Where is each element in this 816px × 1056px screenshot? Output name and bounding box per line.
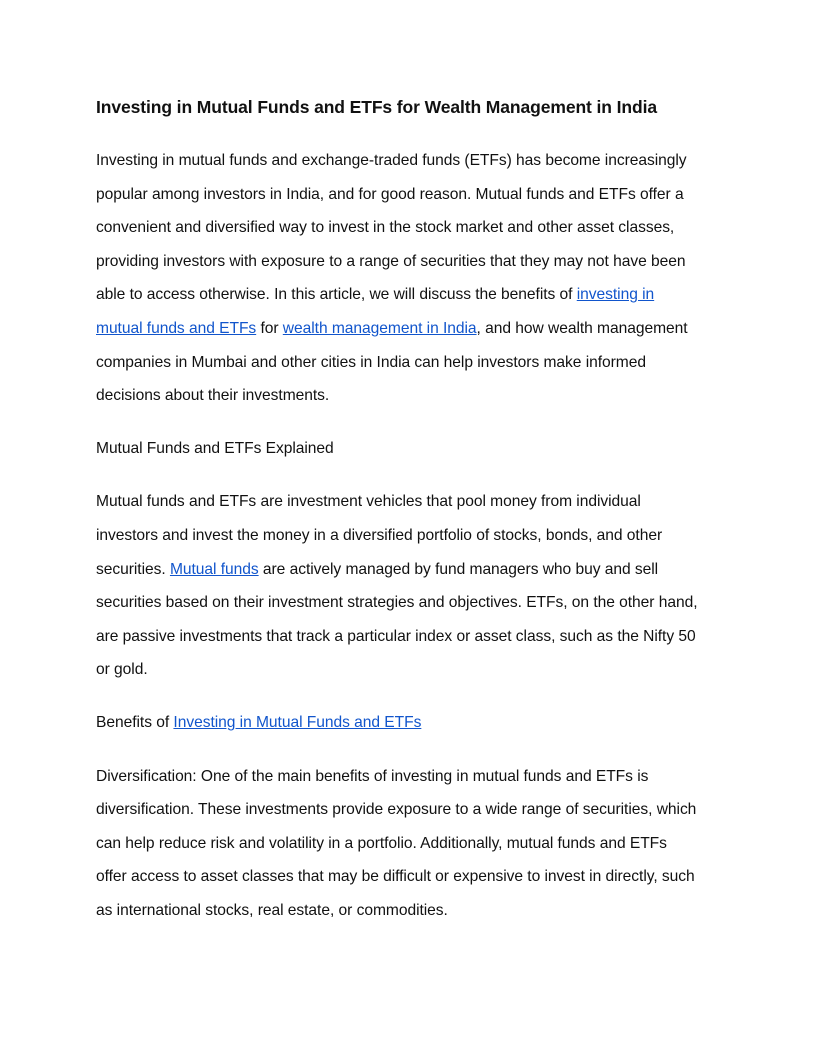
section1-line-3 [96,553,724,587]
section2-line-3: can help reduce risk and volatility in a portfolio. Additionally, mutual funds and ETFs [96,834,667,852]
link-investing-in-mutual-funds-part1[interactable]: investing in [576,286,655,304]
link-wealth-management-in-india[interactable]: wealth management in India [282,319,477,337]
section1-line-5: are passive investments that track a particular index or asset class, such as the Nifty 50 [96,627,696,645]
intro-line-1: Investing in mutual funds and exchange-traded funds (ETFs) has become increasingly [96,152,687,169]
section1-heading: Mutual Funds and ETFs Explained [96,440,334,458]
section1-paragraph [96,485,724,687]
section1-line-4: securities based on their investment strategies and objectives. ETFs, on the other hand, [96,594,698,612]
intro-line-4: providing investors with exposure to a range of securities that they may not have been [96,252,686,270]
document-title: Investing in Mutual Funds and ETFs for Wealth Management in India [96,97,657,117]
section1-line-3-start: securities. [96,560,170,578]
intro-line-3: convenient and diversified way to invest in the stock market and other asset classes, [96,219,675,237]
intro-line-5 [96,278,724,312]
section2-line-1: Diversification: One of the main benefits of investing in mutual funds and ETFs is [96,767,649,785]
link-mutual-funds[interactable]: Mutual funds [169,560,259,578]
intro-line-7: companies in Mumbai and other cities in India can help investors make informed [96,353,646,371]
section2-line-5: as international stocks, real estate, or commodities. [96,901,448,919]
intro-line-6 [96,312,724,346]
intro-line-6-end: , and how wealth management [476,319,688,337]
section2-heading [96,706,724,740]
link-investing-in-mutual-funds-and-etfs[interactable]: Investing in Mutual Funds and ETFs [173,714,422,732]
section1-line-3-end: are actively managed by fund managers who buy and sell [258,560,659,578]
intro-line-5-text: able to access otherwise. In this article, we will discuss the benefits of [96,286,577,304]
intro-line-2: popular among investors in India, and for good reason. Mutual funds and ETFs offer a [96,185,684,203]
section2-heading-prefix: Benefits of [96,714,174,732]
intro-line-8: decisions about their investments. [96,387,330,405]
section2-paragraph [96,760,724,928]
section1-line-2: investors and invest the money in a diversified portfolio of stocks, bonds, and other [96,526,663,544]
link-investing-in-mutual-funds-part2[interactable]: mutual funds and ETFs [96,319,257,337]
intro-paragraph [96,144,724,413]
intro-line-6-mid: for [256,319,283,337]
section2-line-2: diversification. These investments provide exposure to a wide range of securities, which [96,801,697,819]
section1-line-1: Mutual funds and ETFs are investment vehicles that pool money from individual [96,493,641,511]
section1-line-6: or gold. [96,661,148,679]
document-page [96,93,724,927]
section2-line-4: offer access to asset classes that may be difficult or expensive to invest in directly, such [96,868,695,886]
